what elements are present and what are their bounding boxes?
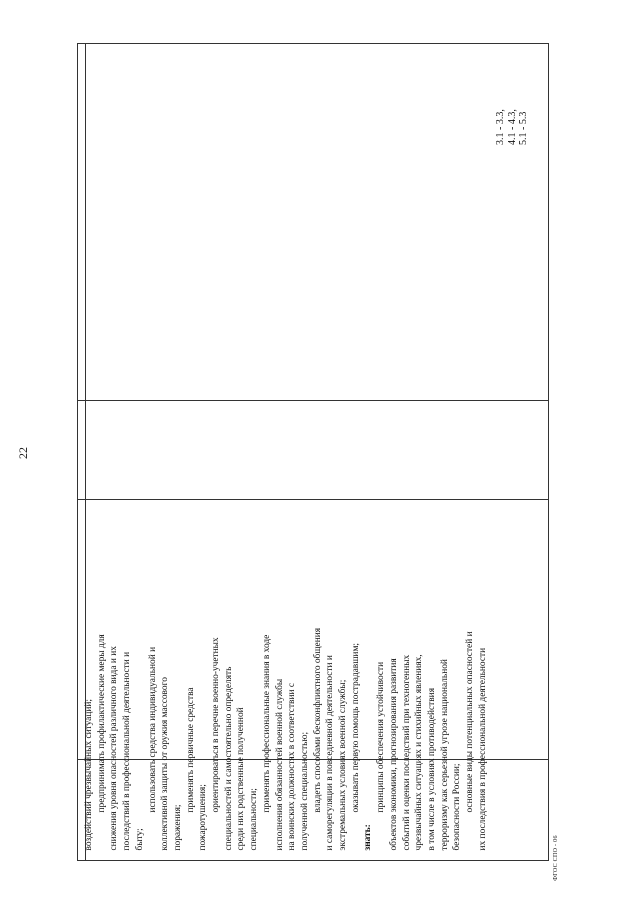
content-line: последствий в профессиональной деятельности и — [122, 651, 133, 851]
content-line: специальностей и самостоятельно определять — [223, 666, 234, 851]
content-line: исполнения обязанностей военной службы — [274, 678, 285, 851]
content-line: их последствия в профессиональной деятельности — [477, 647, 488, 851]
competency-code: 5.1 - 5.3 — [518, 111, 530, 145]
content-line: принципы обеспечения устойчивости — [376, 661, 387, 813]
content-line: воздействий чрезвычайных ситуаций; — [84, 699, 94, 851]
competency-codes-cell — [495, 85, 555, 145]
content-line: среди них родственные полученной — [236, 707, 247, 851]
content-line: пожаротушения; — [198, 784, 209, 851]
content-cell — [83, 46, 555, 851]
content-line: снижения уровня опасностей различного вида и их — [109, 646, 120, 851]
table-border-bottom — [77, 860, 549, 861]
content-line: использовать средства индивидуальной и — [147, 646, 158, 813]
content-line: применять профессиональные знания в ходе — [261, 634, 272, 813]
content-line: оказывать первую помощь пострадавшим; — [350, 643, 361, 813]
content-line: применять первичные средства — [185, 687, 196, 813]
page-number: 22 — [16, 447, 30, 459]
competency-code: 3.1 - 3.3, — [495, 109, 506, 145]
competency-code: 4.1 - 4.3, — [506, 109, 518, 145]
content-line: поражения; — [172, 804, 183, 851]
table-border-top — [77, 43, 549, 44]
content-line: терроризму как серьезной угрозе национальной — [439, 659, 450, 851]
content-line: коллективной защиты от оружия массового — [160, 677, 171, 851]
content-line: безопасности России; — [452, 763, 463, 851]
content-line: полученной специальностью; — [299, 731, 310, 851]
content-line: основные виды потенциальных опасностей и — [465, 631, 476, 813]
content-line: в том числе в условиях противодействия — [426, 687, 437, 851]
content-line: событий и оценки последствий при техногенных — [401, 654, 412, 851]
content-line: объектов экономики, прогнозирования развития — [388, 658, 399, 851]
content-line: чрезвычайных ситуациях и стихийных явлениях, — [414, 654, 425, 851]
content-line: ориентироваться в перечне военно-учетных — [211, 637, 222, 813]
content-line: знать: — [363, 824, 374, 851]
content-line: и саморегуляции в повседневной деятельности и — [325, 655, 336, 851]
content-line: специальности; — [249, 788, 260, 851]
content-line: предпринимать профилактические меры для — [96, 634, 107, 813]
content-line: быту; — [134, 828, 145, 851]
table-border-left — [77, 43, 78, 861]
content-line: на воинских должностях в соответствии с — [287, 682, 298, 851]
document-table — [77, 43, 549, 861]
footer-document-code: ФГОС СПО - 06 — [553, 835, 559, 881]
content-line: владеть способами бесконфликтного общения — [312, 627, 323, 813]
content-line: экстремальных условиях военной службы; — [338, 679, 349, 851]
